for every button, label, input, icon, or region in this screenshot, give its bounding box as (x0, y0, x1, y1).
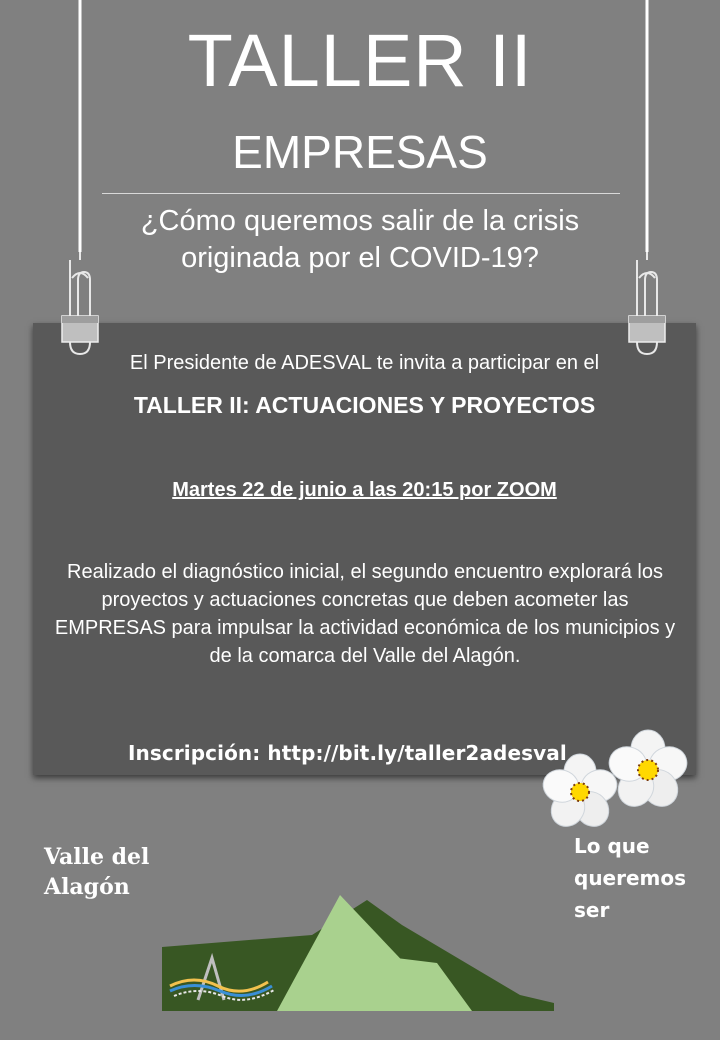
invite-text: El Presidente de ADESVAL te invita a participar en el (129, 352, 600, 374)
workshop-name: TALLER II: ACTUACIONES Y PROYECTOS (133, 392, 596, 418)
headline-question (0, 203, 720, 277)
adesval-logo-icon (168, 950, 278, 1006)
page-subtitle: EMPRESAS (232, 126, 488, 178)
slogan (574, 830, 704, 926)
valle-del-alagon-label (44, 842, 204, 902)
valle-line-2: Alagón (44, 874, 130, 900)
paper-clip-icon (627, 250, 667, 360)
question-line-1: ¿Cómo queremos salir de la crisis (140, 205, 580, 237)
flower-icon (606, 728, 690, 812)
slogan-line-1: Lo que (574, 834, 650, 858)
valle-line-1: Valle del (44, 844, 150, 870)
page-title: TALLER II (187, 19, 533, 102)
registration-link[interactable]: Inscripción: http://bit.ly/taller2adesval (128, 741, 567, 765)
divider (102, 193, 620, 194)
paper-clip-icon (60, 250, 100, 360)
slogan-line-3: ser (574, 898, 610, 922)
slogan-line-2: queremos (574, 866, 687, 890)
question-line-2: originada por el COVID-19? (181, 242, 539, 274)
event-date: Martes 22 de junio a las 20:15 por ZOOM (172, 479, 557, 501)
event-description: Realizado el diagnóstico inicial, el segundo encuentro explorará los proyectos y actuaciones concretas que deben acometer las EMPRESAS para impulsar la actividad económica de los municipios y de la comarca del Valle del Alagón. (54, 561, 676, 667)
